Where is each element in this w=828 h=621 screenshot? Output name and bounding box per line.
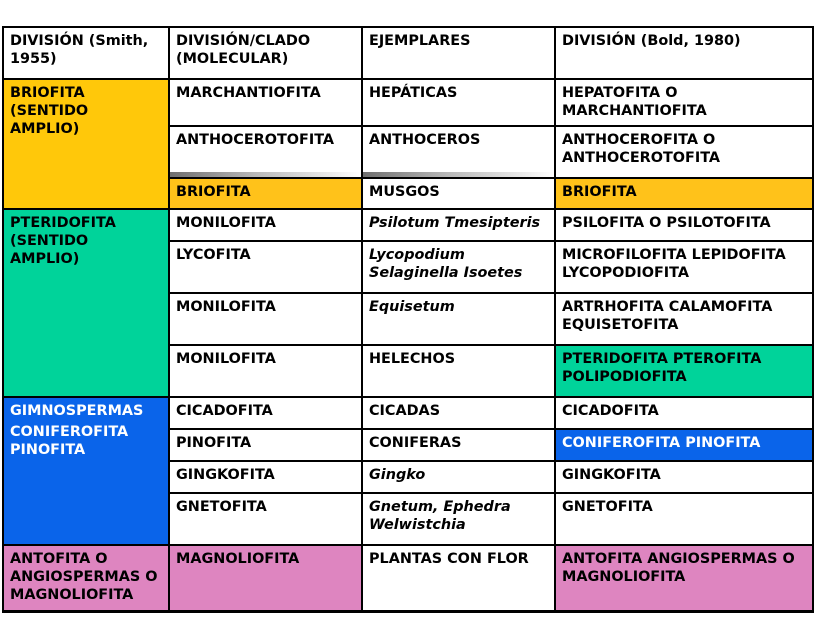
group-label-coniferofita: CONIFEROFITA PINOFITA: [10, 424, 129, 458]
cell-ejemplares: CICADAS: [362, 397, 555, 429]
cell-bold: ARTRHOFITA CALAMOFITA EQUISETOFITA: [555, 293, 813, 345]
cell-bold: ANTHOCEROFITA O ANTHOCEROTOFITA: [555, 126, 813, 178]
header-division-bold: DIVISIÓN (Bold, 1980): [555, 27, 813, 79]
header-ejemplares: EJEMPLARES: [362, 27, 555, 79]
cell-bold: GNETOFITA: [555, 493, 813, 545]
cell-ejemplares: Psilotum Tmesipteris: [362, 209, 555, 241]
cell-molecular-highlight: BRIOFITA: [169, 178, 362, 209]
cell-bold: PSILOFITA O PSILOTOFITA: [555, 209, 813, 241]
cell-ejemplares: PLANTAS CON FLOR: [362, 545, 555, 611]
table-row: [3, 79, 813, 126]
cell-bold-highlight: PTERIDOFITA PTEROFITA POLIPODIOFITA: [555, 345, 813, 397]
cell-bold-highlight: BRIOFITA: [555, 178, 813, 209]
cell-molecular: MARCHANTIOFITA: [169, 79, 362, 126]
cell-bold: HEPATOFITA O MARCHANTIOFITA: [555, 79, 813, 126]
cell-molecular: MONILOFITA: [169, 293, 362, 345]
cell-ejemplares: MUSGOS: [362, 178, 555, 209]
group-cell-pteridofita: PTERIDOFITA (SENTIDO AMPLIO): [3, 209, 169, 397]
cell-molecular: CICADOFITA: [169, 397, 362, 429]
cell-molecular: GINGKOFITA: [169, 461, 362, 493]
cell-molecular: MONILOFITA: [169, 209, 362, 241]
cell-bold-highlight: ANTOFITA ANGIOSPERMAS O MAGNOLIOFITA: [555, 545, 813, 611]
cell-ejemplares: Equisetum: [362, 293, 555, 345]
cell-bold: CICADOFITA: [555, 397, 813, 429]
table-row: [3, 545, 813, 611]
cell-ejemplares: HEPÁTICAS: [362, 79, 555, 126]
cell-molecular-highlight: MAGNOLIOFITA: [169, 545, 362, 611]
cell-ejemplares: CONIFERAS: [362, 429, 555, 461]
header-division-smith: DIVISIÓN (Smith, 1955): [3, 27, 169, 79]
group-cell-antofita: ANTOFITA O ANGIOSPERMAS O MAGNOLIOFITA: [3, 545, 169, 611]
table-row: [3, 209, 813, 241]
table-header-row: [3, 27, 813, 79]
header-division-molecular: DIVISIÓN/CLADO (MOLECULAR): [169, 27, 362, 79]
table-row: [3, 397, 813, 429]
group-cell-gimnospermas: [3, 397, 169, 545]
cell-molecular: ANTHOCEROTOFITA: [169, 126, 362, 178]
cell-ejemplares: ANTHOCEROS: [362, 126, 555, 178]
group-cell-briofita: BRIOFITA (SENTIDO AMPLIO): [3, 79, 169, 209]
cell-molecular: LYCOFITA: [169, 241, 362, 293]
cell-ejemplares: Gnetum, Ephedra Welwistchia: [362, 493, 555, 545]
cell-ejemplares: Gingko: [362, 461, 555, 493]
group-label-gimnospermas: GIMNOSPERMAS: [10, 403, 144, 419]
cell-bold-highlight: CONIFEROFITA PINOFITA: [555, 429, 813, 461]
cell-molecular: GNETOFITA: [169, 493, 362, 545]
cell-ejemplares: Lycopodium Selaginella Isoetes: [362, 241, 555, 293]
cell-molecular: PINOFITA: [169, 429, 362, 461]
cell-bold: GINGKOFITA: [555, 461, 813, 493]
cell-bold: MICROFILOFITA LEPIDOFITA LYCOPODIOFITA: [555, 241, 813, 293]
cell-molecular: MONILOFITA: [169, 345, 362, 397]
taxonomy-table: [2, 26, 814, 613]
cell-ejemplares: HELECHOS: [362, 345, 555, 397]
